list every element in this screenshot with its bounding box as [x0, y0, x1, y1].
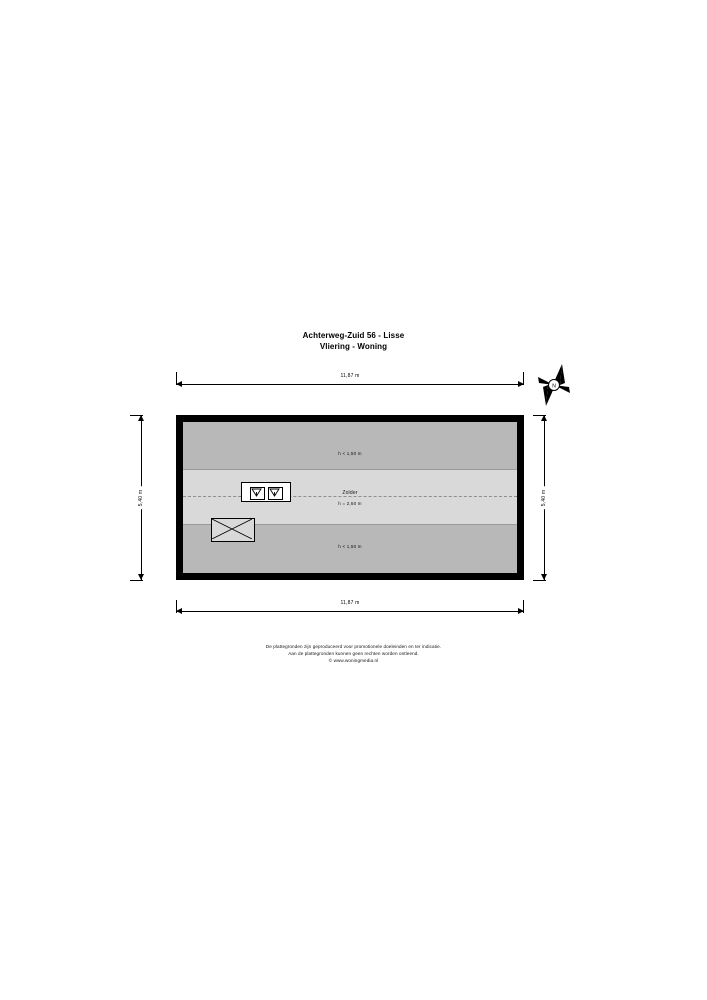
title-address: Achterweg-Zuid 56 - Lisse — [302, 331, 405, 340]
dimension-rule — [176, 611, 524, 612]
dimension-tick-left-bottom — [130, 580, 143, 581]
floor-plan — [176, 415, 524, 580]
page-title — [0, 330, 707, 352]
dimension-tick-right-top — [533, 415, 546, 416]
zone-label-high-middle: h = 2,60 m — [338, 501, 362, 506]
dimension-tick-bottom-right — [523, 600, 524, 613]
dimension-tick-right-bottom — [533, 580, 546, 581]
disclaimer — [0, 643, 707, 664]
svg-text:N: N — [552, 383, 556, 390]
dimension-right-height — [538, 415, 550, 580]
dimension-top-label-wrap — [176, 373, 524, 379]
valve-symbol-2 — [268, 487, 283, 500]
zone-label-low-top: h < 1,50 m — [338, 451, 362, 456]
room-label-zolder: Zolder — [342, 490, 358, 496]
valve-symbol-1 — [250, 487, 265, 500]
dimension-tick-left-top — [130, 415, 143, 416]
dimension-rule — [176, 384, 524, 385]
zone-low-top — [183, 422, 517, 469]
disclaimer-line-3: © www.woningmedia.nl — [328, 658, 379, 663]
dimension-bottom-label-wrap — [176, 600, 524, 606]
dimension-tick-top-right — [523, 372, 524, 385]
attic-interior — [183, 422, 517, 573]
zone-divider-top — [183, 469, 517, 470]
ridge-line — [183, 496, 517, 497]
dimension-bottom-width — [176, 600, 524, 617]
dimension-tick-bottom-left — [176, 600, 177, 613]
dimension-left-height — [135, 415, 147, 580]
dimension-left-label: 5,40 m — [138, 486, 144, 509]
dimension-bottom-label: 11,87 m — [337, 600, 362, 606]
title-floor: Vliering - Woning — [319, 342, 388, 351]
dimension-top-label: 11,87 m — [337, 373, 362, 379]
dimension-top-width — [176, 373, 524, 390]
dimension-right-label: 5,40 m — [541, 486, 547, 509]
disclaimer-line-1: De plattegronden zijn geproduceerd voor promotionele doeleinden en ter indicatie. — [265, 644, 442, 649]
installation-unit-symbol — [241, 482, 291, 502]
floor-hatch-symbol — [211, 518, 255, 542]
disclaimer-line-2: Aan de plattegronden kunnen geen rechten worden ontleend. — [288, 651, 419, 656]
zone-label-low-bottom: h < 1,50 m — [338, 544, 362, 549]
dimension-tick-top-left — [176, 372, 177, 385]
compass-rose-icon — [533, 360, 575, 410]
